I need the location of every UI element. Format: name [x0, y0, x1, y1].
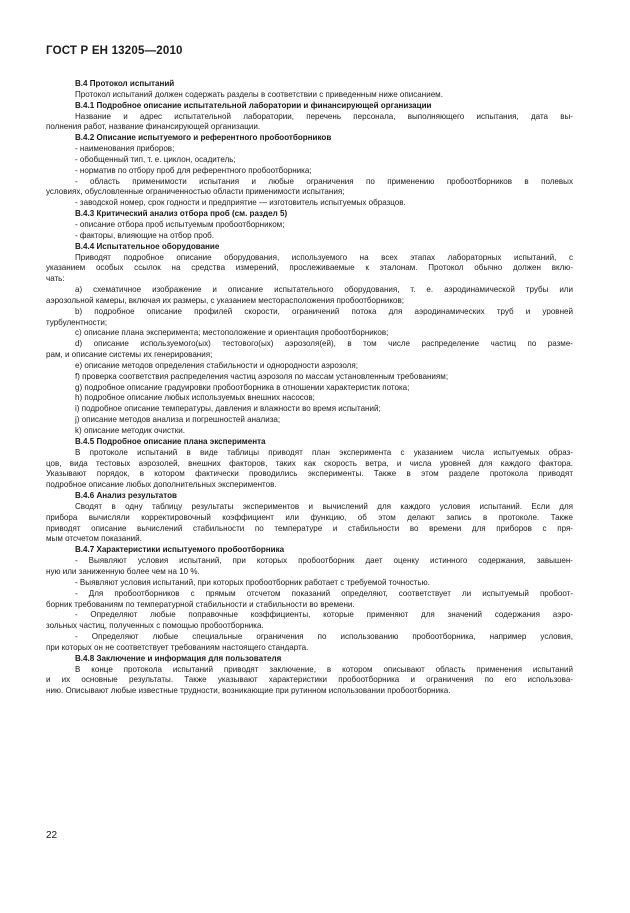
text-line: - обобщенный тип, т. е. циклон, осадитель;	[75, 154, 236, 164]
section-heading: В.4.5 Подробное описание плана эксперимента	[75, 436, 266, 446]
document-body	[46, 79, 573, 697]
text-line: Сводят в одну таблицу результаты экспериментов и вычислений для каждого условия испытаний. Если для	[75, 501, 573, 511]
text-line: - заводской номер, срок годности и предприятие — изготовитель испытуемых образцов.	[75, 198, 406, 208]
section-heading: В.4.1 Подробное описание испытательной лаборатории и финансирующей организации	[75, 100, 432, 110]
text-line: приводят описание вычислений стабильности по температуре и стабильности во времени для приборов с пря-	[46, 523, 573, 533]
text-line: - наименования приборов;	[75, 144, 175, 154]
section-heading: В.4.4 Испытательное оборудование	[75, 241, 220, 251]
text-line: аэрозольной камеры, включая их размеры, с указанием месторасположения пробоотборников;	[46, 295, 405, 305]
text-line: - Выявляют условия испытаний, при которых пробоотборник работает с требуемой точностью.	[75, 577, 430, 587]
text-line: Указывают порядок, в котором фактически проводились эксперименты. Также в этом разделе протокола приводят	[46, 469, 573, 479]
text-line: - факторы, влияющие на отбор проб.	[75, 230, 215, 240]
text-line: указанием особых ссылок на средства измерений, прослеживаемые к эталонам. Протокол обычно должен вклю-	[46, 263, 573, 273]
text-line: i) подробное описание температуры, давления и влажности во время испытаний;	[75, 404, 381, 414]
text-line: - Выявляют условия испытаний, при которых пробоотборник дает оценку истинного содержания, завышен-	[75, 556, 573, 566]
page-number: 22	[46, 830, 58, 841]
text-line: е) описание методов определения стабильности и однородности аэрозоля;	[75, 360, 358, 370]
text-line: Приводят подробное описание оборудования, используемого на всех этапах лабораторных испытаний, с	[75, 252, 573, 262]
text-line: k) описание методик очистки.	[75, 426, 185, 435]
text-line: борник требованиям по температурной стабильности и стабильности во времени.	[46, 599, 355, 609]
text-line: В конце протокола испытаний приводят заключение, в котором описывают область применения испытаний	[75, 664, 573, 674]
text-line: чать:	[46, 274, 65, 284]
text-line: - Определяют любые специальные ограничения по использованию пробоотборника, например условия,	[75, 632, 573, 642]
text-line: - описание отбора проб испытуемым пробоотборником;	[75, 219, 285, 229]
text-line: В протоколе испытаний в виде таблицы приводят план эксперимента с указанием числа испытуемых образ-	[75, 447, 573, 457]
text-line: j) описание методов анализа и погрешностей анализа;	[75, 415, 281, 425]
document-header: ГОСТ Р ЕН 13205—2010	[46, 45, 183, 57]
text-line: цов, вида тестовых аэрозолей, внешних факторов, таких как скорость ветра, и числа уровней для каждого фактора.	[46, 458, 573, 468]
text-line: - норматив по отбору проб для референтного пробоотборника;	[75, 165, 312, 175]
text-line: Название и адрес испытательной лаборатории, перечень персонала, выполняющего испытания, дата вы-	[75, 111, 573, 121]
text-line: полнения работ, название финансирующей организации.	[46, 122, 261, 132]
text-line: прибора вычисляли корректировочный коэффициент или функцию, об этом делают запись в протоколе. Также	[46, 512, 573, 522]
text-line: при которых он не соответствует требованиям настоящего стандарта.	[46, 642, 309, 652]
text-line: условиях, обусловленные ограниченностью области применимости испытания;	[46, 187, 345, 197]
text-line: а) схематичное изображение и описание испытательного оборудования, т. е. аэродинамической трубы или	[75, 285, 573, 295]
text-line: - Для пробоотборников с прямым отсчетом показаний определяют, соответствует ли испытуемый пробоот-	[75, 588, 573, 598]
text-line: с) описание плана эксперимента; местоположение и ориентация пробоотборников;	[75, 328, 389, 338]
text-line: зольных частиц, полученных с помощью пробоотборника.	[46, 621, 264, 631]
text-line: g) подробное описание градуировки пробоотборника в отношении характеристик потока;	[75, 382, 410, 392]
text-line: турбулентности;	[46, 317, 108, 327]
text-line: f) проверка соответствия распределения частиц аэрозоля по массам установленным требованиям;	[75, 371, 449, 381]
section-heading: В.4.2 Описание испытуемого и референтного пробоотборников	[75, 133, 332, 143]
section-heading: В.4.8 Заключение и информация для пользователя	[75, 653, 282, 663]
text-line: b) подробное описание профилей скорости, ограничений потока для аэродинамических труб и уровней	[75, 306, 573, 316]
text-line: d) описание используемого(ых) тестового(ых) аэрозоля(ей), в том числе распределение частиц по разме-	[75, 339, 573, 349]
text-line: мым отсчетом показаний.	[46, 534, 142, 544]
text-line: и их основные результаты. Также указывают характеристики пробоотборника и ограничения по его использова-	[46, 675, 573, 685]
section-heading: В.4.6 Анализ результатов	[75, 491, 177, 501]
section-heading: В.4.3 Критический анализ отбора проб (см. раздел 5)	[75, 209, 288, 219]
text-line: подробное описание любых дополнительных экспериментов.	[46, 480, 277, 490]
text-line: рам, и описание системы их генерирования;	[46, 350, 213, 360]
text-line: - область применимости испытания и любые ограничения по применению пробоотборников в полевых	[75, 176, 573, 186]
text-line: ную или заниженную более чем на 10 %.	[46, 566, 200, 576]
text-line: нию. Описывают любые известные трудности, возникающие при рутинном использовании пробоотборника.	[46, 686, 451, 696]
text-line: h) подробное описание любых используемых внешних насосов;	[75, 393, 315, 403]
section-heading: В.4 Протокол испытаний	[75, 79, 175, 88]
text-line: Протокол испытаний должен содержать разделы в соответствии с приведенным ниже описанием.	[75, 89, 443, 99]
section-heading: В.4.7 Характеристики испытуемого пробоотборника	[75, 545, 285, 555]
text-line: - Определяют любые поправочные коэффициенты, которые применяют для значений содержания аэро-	[75, 610, 573, 620]
